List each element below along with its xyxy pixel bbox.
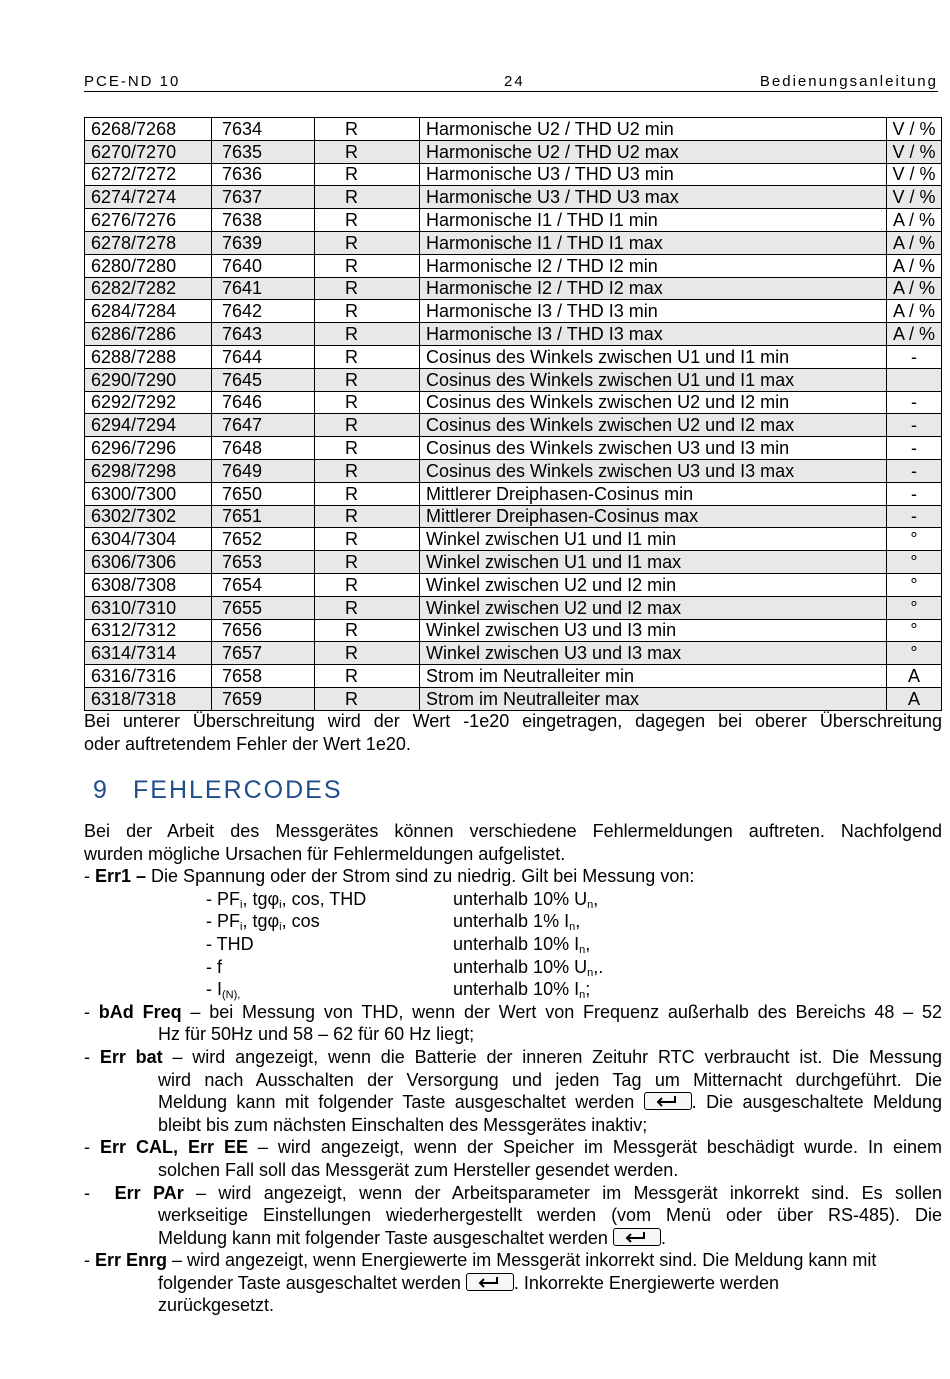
- register-description: Harmonische I1 / THD I1 max: [420, 231, 887, 254]
- table-row: [85, 231, 942, 254]
- section-number: 9: [93, 776, 109, 804]
- register-address-32bit: 7635: [212, 140, 315, 163]
- unit: -: [887, 505, 942, 528]
- register-address-32bit: 7655: [212, 596, 315, 619]
- access-mode: R: [315, 300, 420, 323]
- register-address: 6282/7282: [85, 277, 212, 300]
- register-address: 6298/7298: [85, 459, 212, 482]
- access-mode: R: [315, 528, 420, 551]
- access-mode: R: [315, 323, 420, 346]
- register-address: 6308/7308: [85, 573, 212, 596]
- unit: A / %: [887, 300, 942, 323]
- unit: [887, 368, 942, 391]
- overflow-note: [84, 710, 942, 756]
- error-description: zurückgesetzt.: [158, 1295, 275, 1316]
- condition-threshold: unterhalb 1% $I_n$,: [453, 911, 581, 934]
- register-description: Winkel zwischen U1 und I1 max: [420, 551, 887, 574]
- unit: A: [887, 687, 942, 710]
- condition-quantity: - THD: [206, 933, 254, 954]
- register-address: 6288/7288: [85, 345, 212, 368]
- register-description: Harmonische U2 / THD U2 min: [420, 118, 887, 141]
- table-row: [85, 140, 942, 163]
- table-row: [85, 345, 942, 368]
- register-address: 6304/7304: [85, 528, 212, 551]
- unit: V / %: [887, 140, 942, 163]
- intro-line: wurden mögliche Ursachen für Fehlermeldungen aufgelistet.: [84, 843, 566, 864]
- unit: V / %: [887, 163, 942, 186]
- error-code: Err CAL, Err EE: [99, 1137, 248, 1158]
- error-description: – wird angezeigt, wenn die Batterie der inneren Zeituhr RTC verbraucht ist. Die Messung: [162, 1046, 942, 1067]
- register-address-32bit: 7650: [212, 482, 315, 505]
- error-code: Err PAr: [114, 1182, 184, 1203]
- access-mode: R: [315, 345, 420, 368]
- table-row: [85, 414, 942, 437]
- unit: °: [887, 528, 942, 551]
- unit: A / %: [887, 254, 942, 277]
- table-row: [85, 254, 942, 277]
- condition-threshold: unterhalb 10% $U_n$,: [453, 888, 599, 911]
- access-mode: R: [315, 140, 420, 163]
- register-address-32bit: 7638: [212, 209, 315, 232]
- register-description: Cosinus des Winkels zwischen U3 und I3 max: [420, 459, 887, 482]
- unit: °: [887, 573, 942, 596]
- condition-list: [84, 888, 942, 1001]
- access-mode: R: [315, 163, 420, 186]
- unit: A / %: [887, 277, 942, 300]
- enter-key-icon: [466, 1273, 514, 1291]
- register-address: 6270/7270: [85, 140, 212, 163]
- register-address: 6284/7284: [85, 300, 212, 323]
- access-mode: R: [315, 414, 420, 437]
- note-line: oder auftretendem Fehler der Wert 1e20.: [84, 734, 411, 754]
- register-address-32bit: 7644: [212, 345, 315, 368]
- error-code: Err1 –: [95, 866, 147, 887]
- register-description: Harmonische I3 / THD I3 min: [420, 300, 887, 323]
- access-mode: R: [315, 186, 420, 209]
- condition-row: [84, 933, 942, 956]
- error-description: folgender Taste ausgeschaltet werden: [158, 1272, 466, 1293]
- condition-row: [84, 910, 942, 933]
- unit: A / %: [887, 231, 942, 254]
- register-address-32bit: 7636: [212, 163, 315, 186]
- error-description: wird nach Ausschalten der Versorgung und jeden Tag um Mitternacht durchgeführt. Die: [158, 1069, 942, 1090]
- unit: °: [887, 551, 942, 574]
- access-mode: R: [315, 437, 420, 460]
- register-address-32bit: 7640: [212, 254, 315, 277]
- condition-quantity: - f: [206, 956, 222, 977]
- unit: °: [887, 596, 942, 619]
- access-mode: R: [315, 459, 420, 482]
- register-address-32bit: 7653: [212, 551, 315, 574]
- enter-key-icon: [644, 1092, 692, 1110]
- error-description: – wird angezeigt, wenn Energiewerte im Messgerät inkorrekt sind. Die Meldung kann mit: [167, 1250, 877, 1271]
- condition-quantity: - $I_{(N),}$: [206, 979, 241, 1002]
- error-description: Meldung kann mit folgender Taste ausgeschaltet werden: [158, 1227, 613, 1248]
- access-mode: R: [315, 277, 420, 300]
- register-address-32bit: 7657: [212, 642, 315, 665]
- access-mode: R: [315, 642, 420, 665]
- manual-title: Bedienungsanleitung: [759, 73, 938, 90]
- error-code: Err Enrg: [95, 1250, 168, 1271]
- register-description: Mittlerer Dreiphasen-Cosinus max: [420, 505, 887, 528]
- register-address-32bit: 7649: [212, 459, 315, 482]
- register-address: 6306/7306: [85, 551, 212, 574]
- unit: -: [887, 345, 942, 368]
- access-mode: R: [315, 596, 420, 619]
- error-description: Meldung kann mit folgender Taste ausgeschaltet werden: [158, 1092, 644, 1113]
- error-description: bleibt bis zum nächsten Einschalten des Messgerätes inaktiv;: [158, 1114, 648, 1135]
- register-description: Harmonische U3 / THD U3 min: [420, 163, 887, 186]
- error-description: .: [660, 1227, 666, 1248]
- register-address-32bit: 7654: [212, 573, 315, 596]
- register-description: Winkel zwischen U3 und I3 min: [420, 619, 887, 642]
- condition-threshold: unterhalb 10% $I_n$;: [453, 979, 591, 1002]
- register-description: Cosinus des Winkels zwischen U3 und I3 min: [420, 437, 887, 460]
- table-row: [85, 505, 942, 528]
- register-description: Winkel zwischen U1 und I1 min: [420, 528, 887, 551]
- table-row: [85, 368, 942, 391]
- register-address-32bit: 7639: [212, 231, 315, 254]
- err1-item: [84, 865, 942, 888]
- table-row: [85, 118, 942, 141]
- register-address: 6286/7286: [85, 323, 212, 346]
- access-mode: R: [315, 368, 420, 391]
- register-address: 6310/7310: [85, 596, 212, 619]
- access-mode: R: [315, 551, 420, 574]
- unit: -: [887, 414, 942, 437]
- condition-row: [84, 956, 942, 979]
- error-code: Err bat: [99, 1046, 163, 1067]
- error-description: Hz für 50Hz und 58 – 62 für 60 Hz liegt;: [158, 1024, 475, 1045]
- table-row: [85, 642, 942, 665]
- page-number: 24: [504, 73, 525, 90]
- access-mode: R: [315, 118, 420, 141]
- register-description: Harmonische I1 / THD I1 min: [420, 209, 887, 232]
- access-mode: R: [315, 391, 420, 414]
- error-description: . Die ausgeschaltete Meldung: [691, 1092, 942, 1113]
- errpar-item: - Err PAr – wird angezeigt, wenn der Arbeitsparameter im Messgerät inkorrekt sind. Es sollen werkseitige Einstellungen wiederhergestellt werden (vom Menü oder über RS-485). Die Meldung kann mit folgender Taste ausgeschaltet werden .: [84, 1182, 942, 1248]
- bullet-dash: -: [84, 866, 95, 887]
- register-address-32bit: 7643: [212, 323, 315, 346]
- section-heading: [93, 776, 343, 805]
- register-address-32bit: 7648: [212, 437, 315, 460]
- register-address: 6296/7296: [85, 437, 212, 460]
- register-address-32bit: 7641: [212, 277, 315, 300]
- enter-key-icon: [613, 1228, 661, 1246]
- register-description: Winkel zwischen U2 und I2 min: [420, 573, 887, 596]
- error-description: – wird angezeigt, wenn der Arbeitsparameter im Messgerät inkorrekt sind. Es sollen: [183, 1182, 942, 1203]
- register-description: Cosinus des Winkels zwischen U1 und I1 min: [420, 345, 887, 368]
- error-description: Die Spannung oder der Strom sind zu niedrig. Gilt bei Messung von:: [146, 866, 695, 887]
- register-address-32bit: 7658: [212, 665, 315, 688]
- register-description: Harmonische I2 / THD I2 max: [420, 277, 887, 300]
- unit: -: [887, 482, 942, 505]
- unit: A: [887, 665, 942, 688]
- register-address: 6290/7290: [85, 368, 212, 391]
- register-description: Harmonische I3 / THD I3 max: [420, 323, 887, 346]
- manual-model: PCE-ND 10: [84, 73, 181, 90]
- condition-threshold: unterhalb 10% $U_n$,.: [453, 956, 604, 979]
- access-mode: R: [315, 687, 420, 710]
- table-row: [85, 551, 942, 574]
- note-line: Bei unterer Überschreitung wird der Wert -1e20 eingetragen, dagegen bei oberer Überschreitung: [84, 711, 942, 731]
- register-description: Winkel zwischen U3 und I3 max: [420, 642, 887, 665]
- register-address: 6274/7274: [85, 186, 212, 209]
- register-address: 6268/7268: [85, 118, 212, 141]
- table-row: [85, 482, 942, 505]
- register-address-32bit: 7637: [212, 186, 315, 209]
- register-address-32bit: 7646: [212, 391, 315, 414]
- condition-quantity: - $PF_i$, tgφ$_i$, cos: [206, 911, 320, 934]
- badfreq-item: - bAd Freq – bei Messung von THD, wenn der Wert von Frequenz außerhalb des Bereichs 48 – 52 Hz für 50Hz und 58 – 62 für 60 Hz liegt;: [84, 1001, 943, 1045]
- register-description: Mittlerer Dreiphasen-Cosinus min: [420, 482, 887, 505]
- register-description: Strom im Neutralleiter max: [420, 687, 887, 710]
- table-row: [85, 619, 942, 642]
- condition-row: [84, 888, 942, 911]
- register-address-32bit: 7659: [212, 687, 315, 710]
- table-row: [85, 209, 942, 232]
- table-row: [85, 665, 942, 688]
- register-address: 6314/7314: [85, 642, 212, 665]
- table-row: [85, 596, 942, 619]
- error-codes-body: [84, 820, 942, 1317]
- errcal-item: - Err CAL, Err EE – wird angezeigt, wenn der Speicher im Messgerät beschädigt wurde. In einem solchen Fall soll das Messgerät zum Hersteller gesendet werden.: [84, 1137, 942, 1180]
- page-header: [84, 73, 938, 92]
- register-description: Strom im Neutralleiter min: [420, 665, 887, 688]
- errenrg-item: - Err Enrg – wird angezeigt, wenn Energiewerte im Messgerät inkorrekt sind. Die Meldung kann mit folgender Taste ausgeschaltet werden . Inkorrekte Energiewerte werden zurückgesetzt.: [84, 1249, 942, 1317]
- register-address: 6280/7280: [85, 254, 212, 277]
- errbat-item: - Err bat – wird angezeigt, wenn die Batterie der inneren Zeituhr RTC verbraucht ist. Die Messung wird nach Ausschalten der Versorgung und jeden Tag um Mitternacht durchgeführt. Die Meldung kann mit folgender Taste ausgeschaltet werden . Die ausgeschaltete Meldung bleibt bis zum nächsten Einschalten des Messgerätes inaktiv;: [84, 1046, 942, 1135]
- register-address-32bit: 7652: [212, 528, 315, 551]
- register-description: Harmonische I2 / THD I2 min: [420, 254, 887, 277]
- register-address: 6302/7302: [85, 505, 212, 528]
- register-address: 6300/7300: [85, 482, 212, 505]
- unit: V / %: [887, 118, 942, 141]
- table-row: [85, 163, 942, 186]
- register-address-32bit: 7651: [212, 505, 315, 528]
- error-description: . Inkorrekte Energiewerte werden: [513, 1272, 780, 1293]
- register-address: 6318/7318: [85, 687, 212, 710]
- unit: -: [887, 437, 942, 460]
- section-title: FEHLERCODES: [133, 776, 343, 804]
- condition-quantity: - $PF_i$, tgφ$_i$, cos, THD: [206, 888, 367, 911]
- access-mode: R: [315, 505, 420, 528]
- register-description: Winkel zwischen U2 und I2 max: [420, 596, 887, 619]
- register-address-32bit: 7656: [212, 619, 315, 642]
- access-mode: R: [315, 619, 420, 642]
- table-row: [85, 277, 942, 300]
- register-address-32bit: 7645: [212, 368, 315, 391]
- table-row: [85, 687, 942, 710]
- intro-line: Bei der Arbeit des Messgerätes können verschiedene Fehlermeldungen auftreten. Nachfolgend: [84, 821, 942, 841]
- register-table: [84, 117, 942, 711]
- register-address: 6276/7276: [85, 209, 212, 232]
- access-mode: R: [315, 665, 420, 688]
- condition-threshold: unterhalb 10% $I_n$,: [453, 933, 591, 956]
- register-address-32bit: 7647: [212, 414, 315, 437]
- error-description: – bei Messung von THD, wenn der Wert von Frequenz außerhalb des Bereichs 48 – 52: [181, 1001, 943, 1022]
- unit: A / %: [887, 323, 942, 346]
- register-description: Harmonische U2 / THD U2 max: [420, 140, 887, 163]
- unit: °: [887, 619, 942, 642]
- table-row: [85, 528, 942, 551]
- table-row: [85, 459, 942, 482]
- register-address: 6278/7278: [85, 231, 212, 254]
- register-description: Harmonische U3 / THD U3 max: [420, 186, 887, 209]
- register-description: Cosinus des Winkels zwischen U2 und I2 max: [420, 414, 887, 437]
- table-row: [85, 391, 942, 414]
- register-description: Cosinus des Winkels zwischen U2 und I2 min: [420, 391, 887, 414]
- error-description: solchen Fall soll das Messgerät zum Hersteller gesendet werden.: [158, 1159, 679, 1180]
- unit: °: [887, 642, 942, 665]
- unit: -: [887, 391, 942, 414]
- register-address-32bit: 7642: [212, 300, 315, 323]
- register-description: Cosinus des Winkels zwischen U1 und I1 max: [420, 368, 887, 391]
- unit: -: [887, 459, 942, 482]
- access-mode: R: [315, 209, 420, 232]
- table-row: [85, 323, 942, 346]
- register-address: 6272/7272: [85, 163, 212, 186]
- access-mode: R: [315, 573, 420, 596]
- unit: V / %: [887, 186, 942, 209]
- access-mode: R: [315, 482, 420, 505]
- condition-row: [84, 978, 942, 1001]
- error-description: – wird angezeigt, wenn der Speicher im Messgerät beschädigt wurde. In einem: [247, 1137, 942, 1158]
- table-row: [85, 573, 942, 596]
- register-address: 6292/7292: [85, 391, 212, 414]
- error-description: werkseitige Einstellungen wiederhergestellt werden (vom Menü oder über RS-485). Die: [158, 1205, 942, 1226]
- access-mode: R: [315, 254, 420, 277]
- table-row: [85, 186, 942, 209]
- table-row: [85, 300, 942, 323]
- access-mode: R: [315, 231, 420, 254]
- unit: A / %: [887, 209, 942, 232]
- register-address: 6316/7316: [85, 665, 212, 688]
- register-address-32bit: 7634: [212, 118, 315, 141]
- register-address: 6294/7294: [85, 414, 212, 437]
- error-code: bAd Freq: [98, 1001, 182, 1022]
- register-address: 6312/7312: [85, 619, 212, 642]
- table-row: [85, 437, 942, 460]
